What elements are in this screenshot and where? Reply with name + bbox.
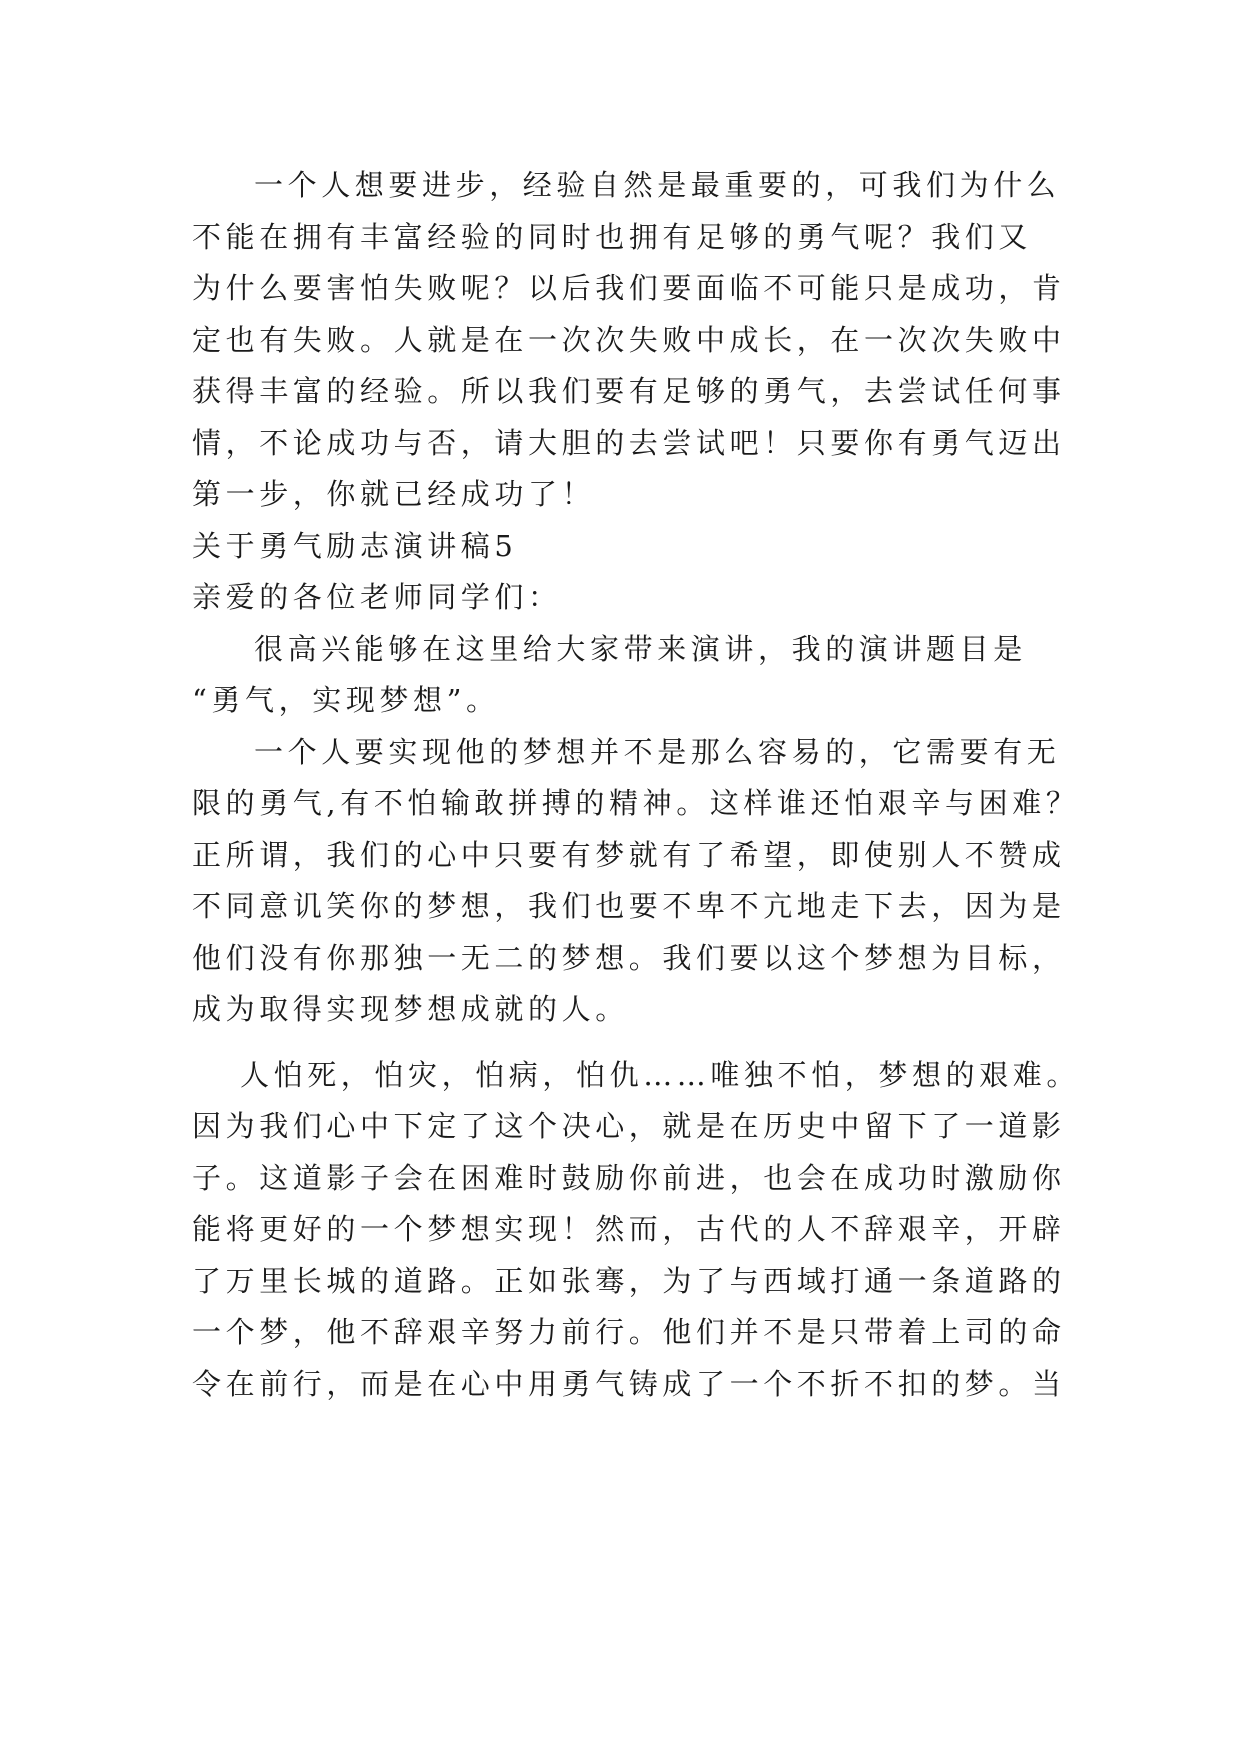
paragraph-line: 一个梦，他不辞艰辛努力前行。他们并不是只带着上司的命 bbox=[192, 1315, 1066, 1349]
document-body bbox=[192, 160, 1081, 1410]
paragraph-line: 成为取得实现梦想成就的人。 bbox=[192, 992, 629, 1026]
paragraph-line: 令在前行，而是在心中用勇气铸成了一个不折不扣的梦。当 bbox=[192, 1366, 1066, 1401]
paragraph-line: 第一步，你就已经成功了！ bbox=[192, 477, 596, 511]
paragraph-line: 人怕死，怕灾，怕病，怕仇……唯独不怕，梦想的艰难。 bbox=[240, 1057, 1081, 1092]
paragraph-line: “勇气，实现梦想”。 bbox=[192, 683, 500, 717]
paragraph-line: 不能在拥有丰富经验的同时也拥有足够的勇气呢？我们又 bbox=[192, 219, 1033, 254]
section-heading: 关于勇气励志演讲稿5 bbox=[192, 528, 518, 563]
paragraph-line: 一个人想要进步，经验自然是最重要的，可我们为什么 bbox=[254, 168, 1061, 202]
paragraph-line: 为什么要害怕失败呢？以后我们要面临不可能只是成功，肯 bbox=[192, 271, 1066, 305]
paragraph-line: 情，不论成功与否，请大胆的去尝试吧！只要你有勇气迈出 bbox=[192, 425, 1066, 460]
paragraph-line: 很高兴能够在这里给大家带来演讲，我的演讲题目是 bbox=[254, 631, 1027, 666]
salutation: 亲爱的各位老师同学们： bbox=[192, 580, 562, 614]
paragraph-line: 正所谓，我们的心中只要有梦就有了希望，即使别人不赞成 bbox=[192, 837, 1066, 872]
paragraph-line: 能将更好的一个梦想实现！然而，古代的人不辞艰辛，开辟 bbox=[192, 1212, 1066, 1246]
paragraph-line: 一个人要实现他的梦想并不是那么容易的，它需要有无 bbox=[254, 734, 1061, 769]
paragraph-line: 不同意讥笑你的梦想，我们也要不卑不亢地走下去，因为是 bbox=[192, 889, 1066, 923]
paragraph-line: 限的勇气,有不怕输敢拼搏的精神。这样谁还怕艰辛与困难？ bbox=[192, 786, 1080, 820]
paragraph-line: 因为我们心中下定了这个决心，就是在历史中留下了一道影 bbox=[192, 1109, 1066, 1143]
paragraph-line: 定也有失败。人就是在一次次失败中成长，在一次次失败中 bbox=[192, 322, 1066, 357]
paragraph-line: 了万里长城的道路。正如张骞，为了与西域打通一条道路的 bbox=[192, 1263, 1066, 1298]
paragraph-line: 获得丰富的经验。所以我们要有足够的勇气，去尝试任何事 bbox=[192, 374, 1066, 408]
paragraph-line: 子。这道影子会在困难时鼓励你前进，也会在成功时激励你 bbox=[192, 1160, 1066, 1195]
paragraph-line: 他们没有你那独一无二的梦想。我们要以这个梦想为目标， bbox=[192, 940, 1066, 975]
